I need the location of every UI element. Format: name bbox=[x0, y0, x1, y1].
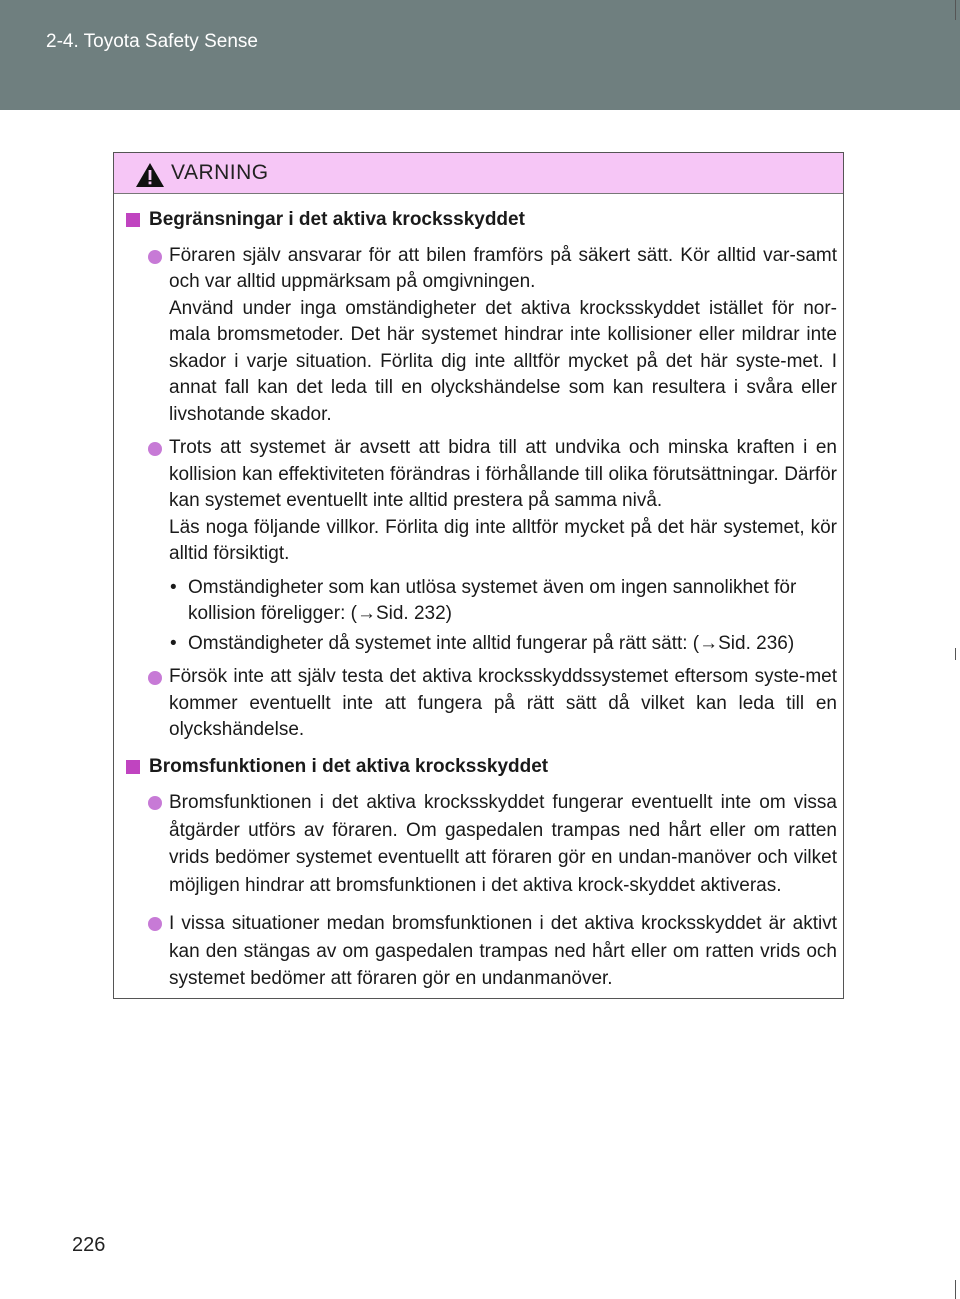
section-title: 2-4. Toyota Safety Sense bbox=[46, 31, 258, 52]
paragraph: Använd under inga omständigheter det aktiva krocksskyddet istället för nor-mala bromsmetoder. Det här systemet hindrar inte kollisioner eller mildrar inte skador i varje situation. Förlita dig inte alltför mycket på det här syste-met. I annat fall kan det leda till en olyckshändelse som kan resultera i svåra eller livshotande skador. bbox=[169, 297, 837, 425]
sub-item-text: Omständigheter då systemet inte alltid fungerar på rätt sätt: (→Sid. 236) bbox=[188, 632, 795, 654]
circle-bullet-icon bbox=[148, 442, 162, 456]
sub-list-item bbox=[170, 575, 837, 628]
paragraph: Trots att systemet är avsett att bidra till att undvika och minska kraften i en kollision kan effektiviteten förändras i förhållande till olika förutsättningar. Därför kan systemet eventuellt inte alltid prestera på samma nivå. bbox=[169, 437, 837, 511]
warning-section bbox=[126, 207, 843, 744]
list-item bbox=[169, 910, 837, 993]
crop-mark bbox=[955, 0, 956, 20]
warning-triangle-icon bbox=[135, 162, 165, 188]
paragraph: Bromsfunktionen i det aktiva krocksskyddet fungerar eventuellt inte om vissa åtgärder utförs av föraren. Om gaspedalen trampas ned hårt eller om ratten vrids bedömer systemet eventuellt att föraren gör en undan-manöver och vilket möjligen hindrar att bromsfunktionen i det aktiva krock-skyddet aktiveras. bbox=[169, 792, 837, 896]
page-header bbox=[0, 0, 960, 110]
small-bullet-icon: • bbox=[170, 632, 177, 654]
list-item bbox=[169, 435, 837, 568]
section-heading-text: Begränsningar i det aktiva krocksskyddet bbox=[149, 209, 525, 230]
square-bullet-icon bbox=[126, 760, 140, 774]
list-item bbox=[169, 789, 837, 899]
paragraph: Föraren själv ansvarar för att bilen framförs på säkert sätt. Kör alltid var-samt och var alltid uppmärksam på omgivningen. bbox=[169, 244, 837, 292]
circle-bullet-icon bbox=[148, 671, 162, 685]
list-item bbox=[169, 664, 837, 744]
list-item bbox=[169, 243, 837, 429]
square-bullet-icon bbox=[126, 213, 140, 227]
paragraph: Läs noga följande villkor. Förlita dig inte alltför mycket på det här systemet, kör alltid försiktigt. bbox=[169, 516, 837, 564]
section-heading bbox=[126, 754, 843, 781]
sub-item-text: Omständigheter som kan utlösa systemet även om ingen sannolikhet för kollision föreligger: (→Sid. 232) bbox=[188, 576, 797, 624]
warning-section bbox=[126, 754, 843, 993]
circle-bullet-icon bbox=[148, 917, 162, 931]
circle-bullet-icon bbox=[148, 796, 162, 810]
paragraph: Försök inte att själv testa det aktiva krocksskyddssystemet eftersom syste-met kommer eventuellt inte att fungera på rätt sätt då vilket kan leda till en olyckshändelse. bbox=[169, 666, 837, 740]
warning-content bbox=[114, 207, 843, 1000]
section-heading bbox=[126, 207, 843, 234]
small-bullet-icon: • bbox=[170, 576, 177, 598]
paragraph: I vissa situationer medan bromsfunktionen i det aktiva krocksskyddet är aktivt kan den stängas av om gaspedalen trampas ned hårt eller om ratten vrids och systemet bedömer att föraren gör en undanmanöver. bbox=[169, 913, 837, 989]
warning-box bbox=[113, 152, 844, 999]
sub-list-item bbox=[170, 631, 837, 658]
circle-bullet-icon bbox=[148, 250, 162, 264]
page-number: 226 bbox=[72, 1234, 106, 1256]
warning-title: VARNING bbox=[171, 161, 269, 184]
section-heading-text: Bromsfunktionen i det aktiva krocksskyddet bbox=[149, 755, 549, 777]
crop-mark bbox=[955, 648, 956, 660]
crop-mark bbox=[955, 1280, 956, 1299]
warning-header bbox=[114, 153, 843, 194]
